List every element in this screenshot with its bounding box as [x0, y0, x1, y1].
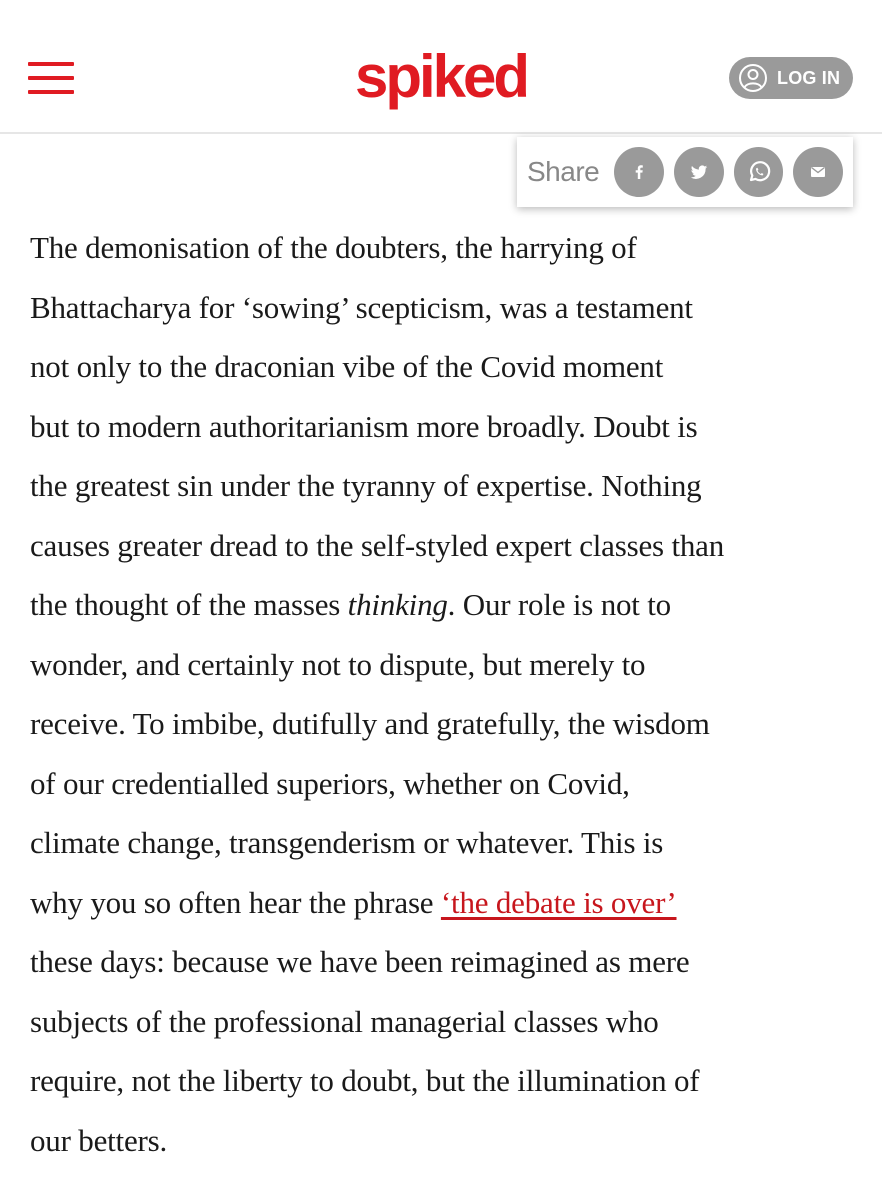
article-line: but to modern authoritarianism more broadly. Doubt is — [30, 408, 698, 444]
facebook-icon — [629, 162, 649, 182]
article-line — [30, 575, 860, 635]
hamburger-menu-icon[interactable] — [28, 60, 76, 96]
article-line: these days: because we have been reimagined as mere — [30, 944, 690, 979]
user-circle-icon — [737, 62, 769, 94]
article-line: not only to the draconian vibe of the Covid moment — [30, 349, 664, 384]
article-body — [30, 218, 860, 1170]
login-button[interactable] — [729, 57, 853, 99]
whatsapp-icon — [745, 158, 773, 186]
article-line: subjects of the professional managerial classes who — [30, 1003, 659, 1039]
article-text: why you so often hear the phrase — [30, 884, 441, 920]
article-line: The demonisation of the doubters, the harrying of — [30, 230, 637, 265]
login-label: LOG IN — [777, 67, 841, 88]
emphasized-word: thinking — [347, 587, 448, 622]
article-line: wonder, and certainly not to dispute, but merely to — [30, 646, 646, 682]
article-line: require, not the liberty to doubt, but the illumination of — [30, 1063, 700, 1098]
article-line: the greatest sin under the tyranny of expertise. Nothing — [30, 468, 702, 503]
whatsapp-share-button[interactable] — [734, 147, 784, 197]
article-text: . Our role is not to — [447, 587, 671, 622]
email-icon — [808, 162, 828, 182]
share-label: Share — [527, 156, 600, 187]
article-line: our betters. — [30, 1122, 168, 1158]
article-line: causes greater dread to the self-styled expert classes than — [30, 527, 725, 563]
article-text: the thought of the masses — [30, 587, 348, 622]
facebook-share-button[interactable] — [614, 147, 664, 197]
debate-is-over-link[interactable]: ‘the debate is over’ — [440, 884, 677, 920]
article-line: receive. To imbibe, dutifully and gratefully, the wisdom — [30, 706, 710, 741]
article-line: climate change, transgenderism or whatever. This is — [30, 825, 664, 860]
twitter-share-button[interactable] — [674, 147, 724, 197]
spiked-logo[interactable]: spiked — [354, 43, 528, 110]
article-line: of our credentialled superiors, whether on Covid, — [30, 765, 630, 801]
email-share-button[interactable] — [793, 147, 843, 197]
twitter-icon — [688, 161, 710, 183]
article-line: Bhattacharya for ‘sowing’ scepticism, was a testament — [30, 289, 693, 325]
share-bar — [517, 137, 853, 207]
top-navigation-bar — [0, 0, 882, 134]
article-line — [30, 873, 860, 933]
